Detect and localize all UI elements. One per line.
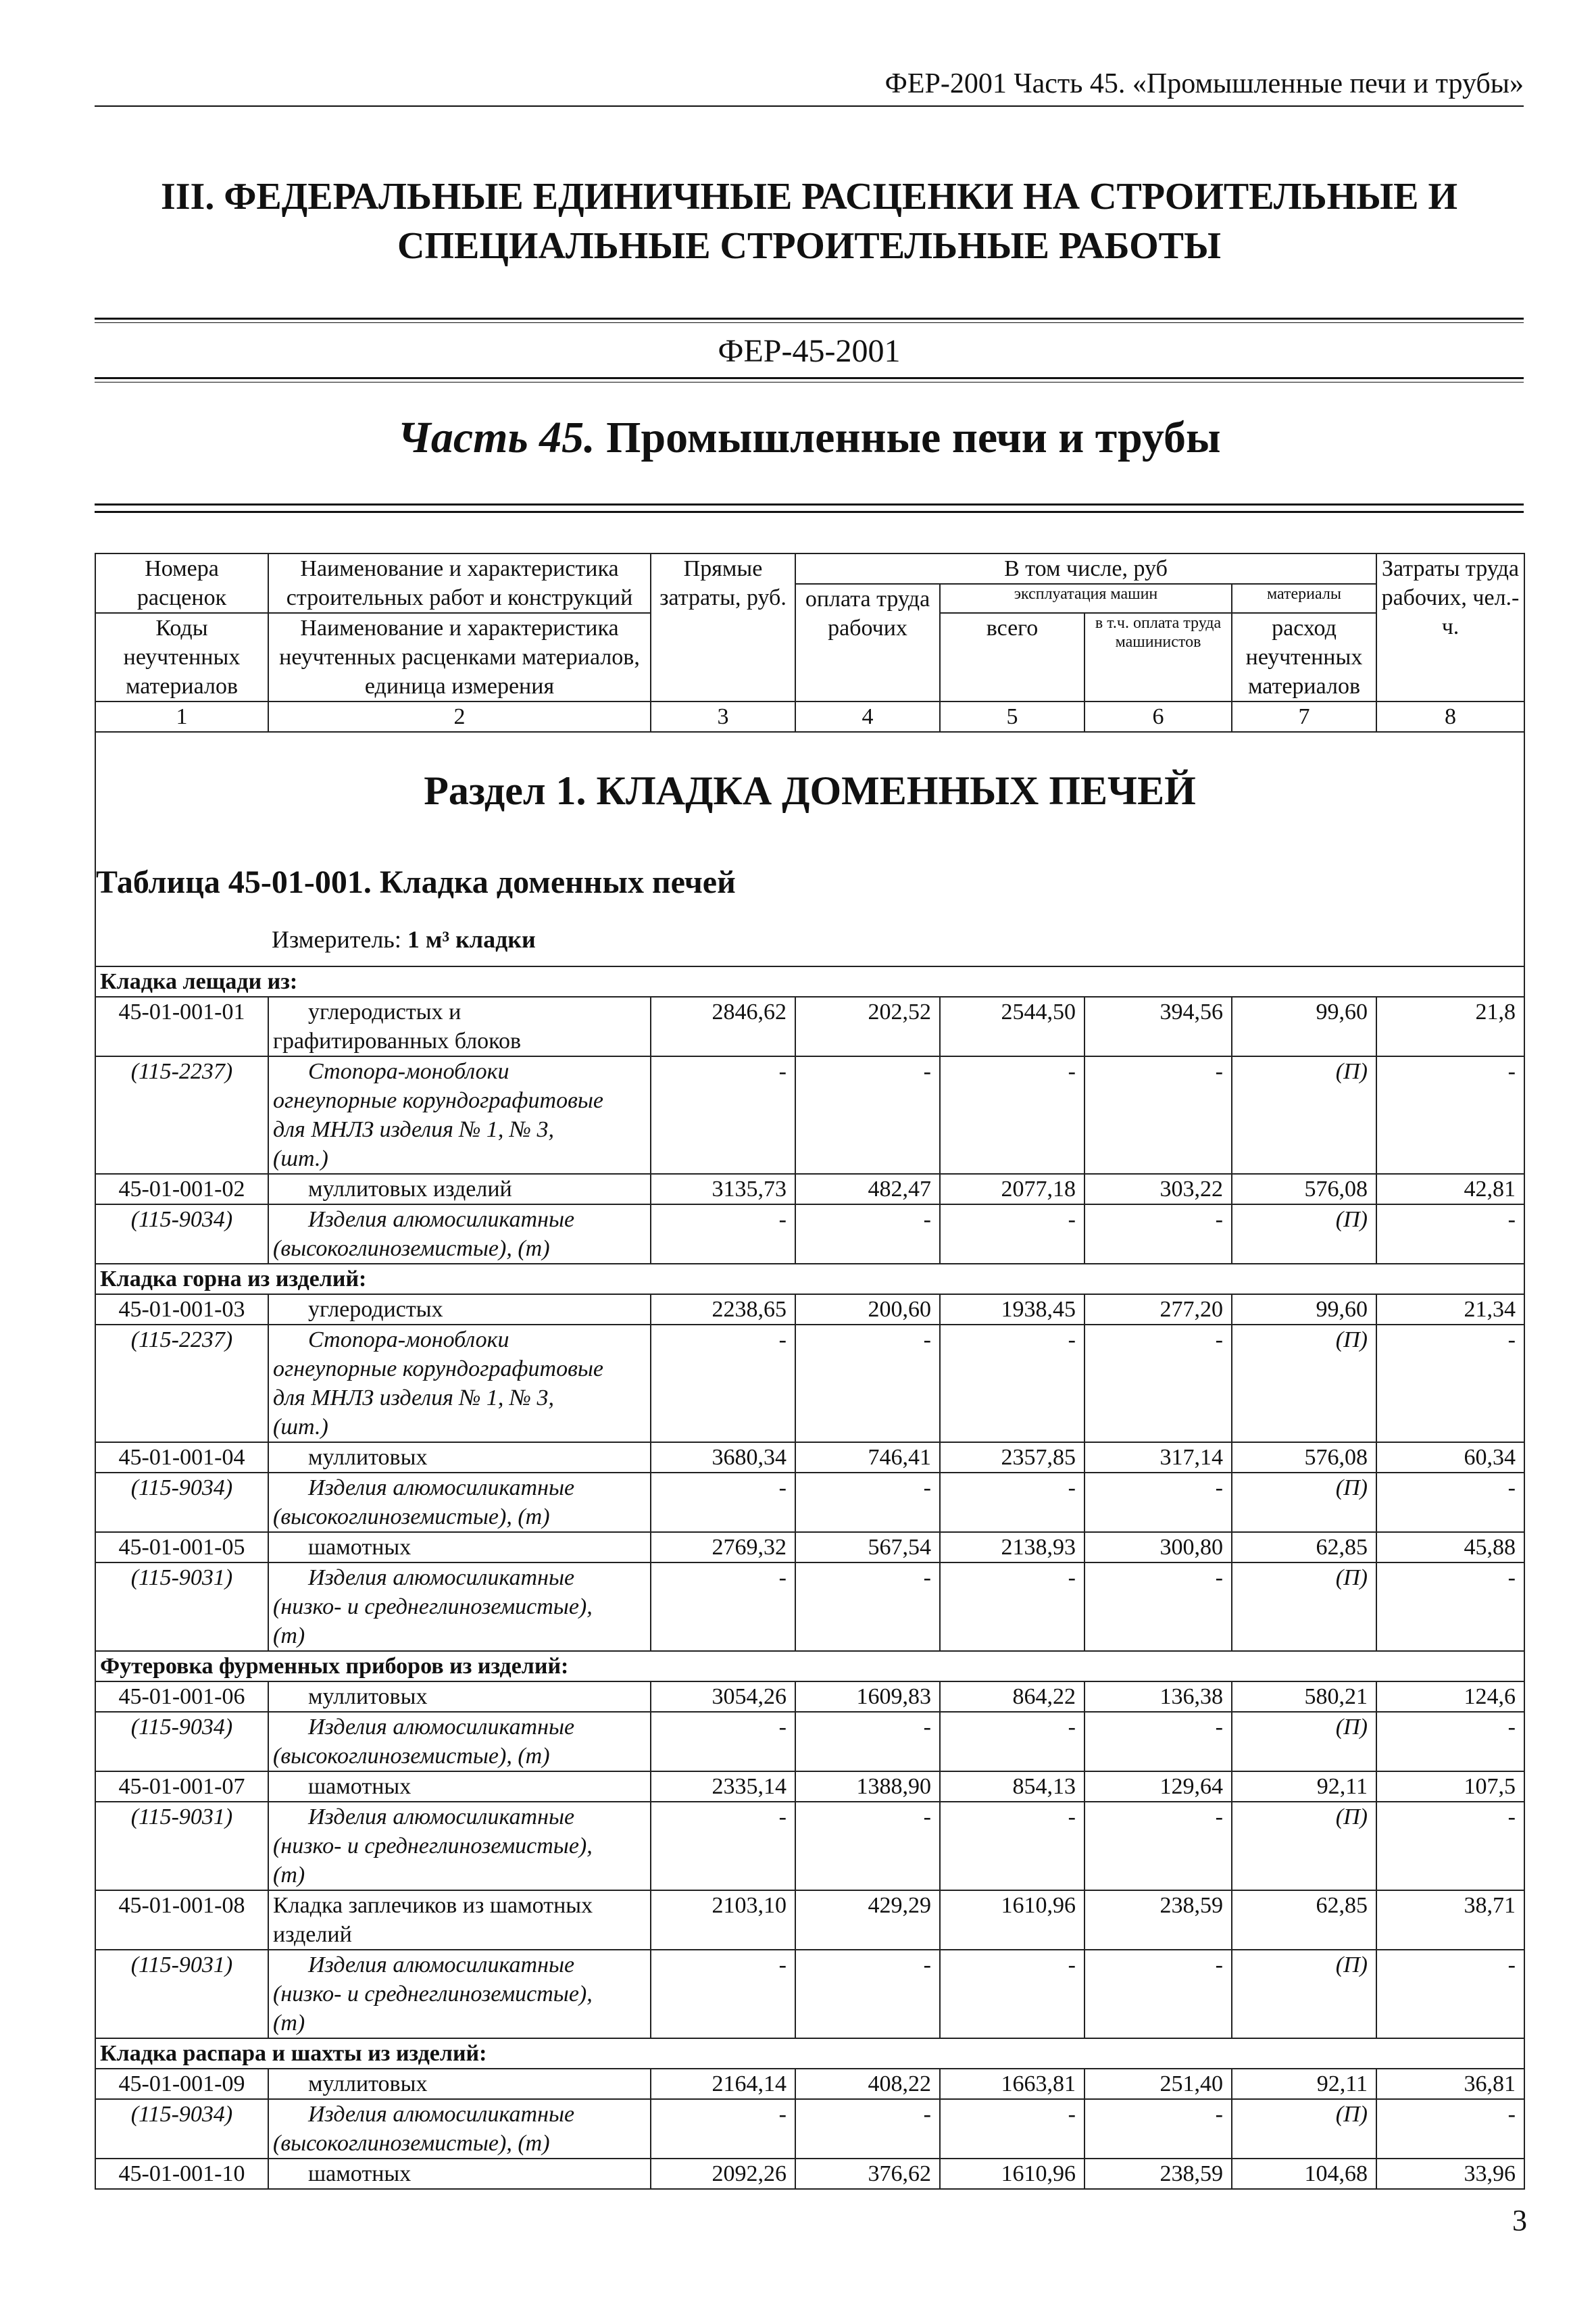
dash: - xyxy=(795,2099,940,2159)
machinist-pay: 303,22 xyxy=(1084,1174,1232,1204)
work-name: углеродистых xyxy=(268,1294,651,1325)
dash: - xyxy=(1084,1712,1232,1771)
rate-code: 45-01-001-03 xyxy=(95,1294,268,1325)
table-row-material xyxy=(95,1950,1524,2038)
rate-code: 45-01-001-09 xyxy=(95,2069,268,2099)
rate-code: 45-01-001-06 xyxy=(95,1681,268,1712)
dash: - xyxy=(1376,2099,1524,2159)
header-group-including: В том числе, руб xyxy=(795,553,1376,584)
column-number: 4 xyxy=(795,701,940,732)
column-number: 1 xyxy=(95,701,268,732)
header-col1-bottom: Коды неучтенных материалов xyxy=(95,613,268,701)
dash: - xyxy=(1376,1325,1524,1442)
measure-value: 1 м³ кладки xyxy=(407,926,536,953)
materials: 576,08 xyxy=(1232,1174,1376,1204)
materials: 104,68 xyxy=(1232,2159,1376,2189)
work-name: муллитовых xyxy=(268,1442,651,1473)
group-row xyxy=(95,966,1524,997)
dash: - xyxy=(795,1056,940,1174)
dash: - xyxy=(795,1473,940,1532)
group-title: Футеровка фурменных приборов из изделий: xyxy=(95,1651,1524,1681)
table-row xyxy=(95,1442,1524,1473)
material-code: (115-9031) xyxy=(95,1802,268,1890)
worker-pay: 200,60 xyxy=(795,1294,940,1325)
dash: - xyxy=(795,1325,940,1442)
dash: - xyxy=(940,1325,1084,1442)
material-type: (П) xyxy=(1232,1056,1376,1174)
direct-costs: 2092,26 xyxy=(651,2159,795,2189)
direct-costs: 2103,10 xyxy=(651,1890,795,1950)
dash: - xyxy=(940,2099,1084,2159)
machines-total: 2544,50 xyxy=(940,997,1084,1056)
dash: - xyxy=(1376,1204,1524,1264)
material-name: Стопора-моноблоки огнеупорные корундографитовые для МНЛЗ изделия № 1, № 3, (шт.) xyxy=(268,1325,651,1442)
labor-hours: 36,81 xyxy=(1376,2069,1524,2099)
labor-hours: 38,71 xyxy=(1376,1890,1524,1950)
dash: - xyxy=(940,1712,1084,1771)
dash: - xyxy=(1376,1802,1524,1890)
rate-code: 45-01-001-10 xyxy=(95,2159,268,2189)
column-number: 5 xyxy=(940,701,1084,732)
header-material-usage: расход неучтенных материалов xyxy=(1232,613,1376,701)
group-title: Кладка лещади из: xyxy=(95,966,1524,997)
machines-total: 2077,18 xyxy=(940,1174,1084,1204)
section-cell xyxy=(95,732,1524,966)
running-header xyxy=(95,68,1524,108)
column-number: 6 xyxy=(1084,701,1232,732)
labor-hours: 42,81 xyxy=(1376,1174,1524,1204)
work-name: шамотных xyxy=(268,1532,651,1562)
measure-label: Измеритель: xyxy=(272,926,401,953)
header-col2-bottom: Наименование и характеристика неучтенных расценками материалов, единица измерения xyxy=(268,613,651,701)
machinist-pay: 136,38 xyxy=(1084,1681,1232,1712)
machinist-pay: 317,14 xyxy=(1084,1442,1232,1473)
dash: - xyxy=(1376,1562,1524,1651)
header-worker-pay: оплата труда рабочих xyxy=(795,584,940,701)
work-name: шамотных xyxy=(268,1771,651,1802)
machinist-pay: 300,80 xyxy=(1084,1532,1232,1562)
table-row xyxy=(95,997,1524,1056)
material-type: (П) xyxy=(1232,1204,1376,1264)
materials: 62,85 xyxy=(1232,1532,1376,1562)
dash: - xyxy=(651,1325,795,1442)
labor-hours: 21,34 xyxy=(1376,1294,1524,1325)
direct-costs: 2846,62 xyxy=(651,997,795,1056)
rate-code: 45-01-001-01 xyxy=(95,997,268,1056)
direct-costs: 3135,73 xyxy=(651,1174,795,1204)
code-top-rule xyxy=(95,318,1524,323)
dash: - xyxy=(795,1950,940,2038)
rate-code: 45-01-001-04 xyxy=(95,1442,268,1473)
code-bottom-rule xyxy=(95,377,1524,383)
worker-pay: 1388,90 xyxy=(795,1771,940,1802)
group-row xyxy=(95,1264,1524,1294)
dash: - xyxy=(795,1562,940,1651)
materials: 99,60 xyxy=(1232,997,1376,1056)
dash: - xyxy=(651,1712,795,1771)
worker-pay: 429,29 xyxy=(795,1890,940,1950)
header-direct-costs: Прямые затраты, руб. xyxy=(651,553,795,701)
dash: - xyxy=(1084,1562,1232,1651)
material-code: (115-9031) xyxy=(95,1562,268,1651)
header-col2-top: Наименование и характеристика строительных работ и конструкций xyxy=(268,553,651,613)
dash: - xyxy=(1084,1950,1232,2038)
column-number: 2 xyxy=(268,701,651,732)
dash: - xyxy=(1376,1950,1524,2038)
dash: - xyxy=(1084,1325,1232,1442)
work-name: муллитовых xyxy=(268,2069,651,2099)
work-name: муллитовых xyxy=(268,1681,651,1712)
part-label: Часть 45. xyxy=(397,413,595,462)
work-name: углеродистых и графитированных блоков xyxy=(268,997,651,1056)
material-name: Изделия алюмосиликатные (высокоглиноземистые), (т) xyxy=(268,2099,651,2159)
machinist-pay: 129,64 xyxy=(1084,1771,1232,1802)
direct-costs: 3054,26 xyxy=(651,1681,795,1712)
material-code: (115-9034) xyxy=(95,2099,268,2159)
dash: - xyxy=(1376,1056,1524,1174)
materials: 99,60 xyxy=(1232,1294,1376,1325)
section-title: Раздел 1. КЛАДКА ДОМЕННЫХ ПЕЧЕЙ xyxy=(424,768,1196,813)
machines-total: 1610,96 xyxy=(940,1890,1084,1950)
material-code: (115-9034) xyxy=(95,1204,268,1264)
material-code: (115-9034) xyxy=(95,1712,268,1771)
section-row xyxy=(95,732,1524,966)
machines-total: 864,22 xyxy=(940,1681,1084,1712)
worker-pay: 376,62 xyxy=(795,2159,940,2189)
material-name: Изделия алюмосиликатные (высокоглиноземистые), (т) xyxy=(268,1204,651,1264)
group-title: Кладка горна из изделий: xyxy=(95,1264,1524,1294)
work-name: шамотных xyxy=(268,2159,651,2189)
dash: - xyxy=(651,2099,795,2159)
material-name: Изделия алюмосиликатные (низко- и среднеглиноземистые), (т) xyxy=(268,1950,651,2038)
dash: - xyxy=(795,1204,940,1264)
dash: - xyxy=(1376,1473,1524,1532)
material-code: (115-9031) xyxy=(95,1950,268,2038)
collection-code: ФЕР-45-2001 xyxy=(718,333,901,369)
labor-hours: 21,8 xyxy=(1376,997,1524,1056)
header-labor-hours: Затраты труда рабочих, чел.-ч. xyxy=(1376,553,1524,701)
dash: - xyxy=(940,1473,1084,1532)
column-number: 8 xyxy=(1376,701,1524,732)
header-materials: материалы xyxy=(1232,584,1376,613)
header-machinist-pay: в т.ч. оплата труда машинистов xyxy=(1084,613,1232,701)
main-title-line-1: III. ФЕДЕРАЛЬНЫЕ ЕДИНИЧНЫЕ РАСЦЕНКИ НА СТРОИТЕЛЬНЫЕ И xyxy=(160,176,1458,218)
dash: - xyxy=(1084,1802,1232,1890)
material-type: (П) xyxy=(1232,1950,1376,2038)
table-row-material xyxy=(95,1473,1524,1532)
table-row xyxy=(95,1890,1524,1950)
dash: - xyxy=(1084,1473,1232,1532)
header-col1-top: Номера расценок xyxy=(95,553,268,613)
dash: - xyxy=(651,1562,795,1651)
table-row-material xyxy=(95,1802,1524,1890)
machines-total: 1663,81 xyxy=(940,2069,1084,2099)
labor-hours: 60,34 xyxy=(1376,1442,1524,1473)
machinist-pay: 394,56 xyxy=(1084,997,1232,1056)
rate-code: 45-01-001-05 xyxy=(95,1532,268,1562)
group-row xyxy=(95,2038,1524,2069)
column-numbers-row xyxy=(95,701,1524,732)
labor-hours: 33,96 xyxy=(1376,2159,1524,2189)
dash: - xyxy=(651,1056,795,1174)
dash: - xyxy=(940,1802,1084,1890)
material-name: Изделия алюмосиликатные (высокоглиноземистые), (т) xyxy=(268,1473,651,1532)
column-number: 7 xyxy=(1232,701,1376,732)
dash: - xyxy=(651,1204,795,1264)
table-row xyxy=(95,1771,1524,1802)
measure-unit xyxy=(272,925,536,954)
table-row xyxy=(95,2069,1524,2099)
material-code: (115-2237) xyxy=(95,1325,268,1442)
group-row xyxy=(95,1651,1524,1681)
worker-pay: 1609,83 xyxy=(795,1681,940,1712)
material-name: Изделия алюмосиликатные (высокоглиноземистые), (т) xyxy=(268,1712,651,1771)
dash: - xyxy=(940,1950,1084,2038)
table-row xyxy=(95,1294,1524,1325)
column-number: 3 xyxy=(651,701,795,732)
rate-code: 45-01-001-08 xyxy=(95,1890,268,1950)
dash: - xyxy=(651,1802,795,1890)
machinist-pay: 238,59 xyxy=(1084,2159,1232,2189)
dash: - xyxy=(940,1204,1084,1264)
work-name: муллитовых изделий xyxy=(268,1174,651,1204)
material-type: (П) xyxy=(1232,1325,1376,1442)
dash: - xyxy=(795,1802,940,1890)
running-header-text: ФЕР-2001 Часть 45. «Промышленные печи и трубы» xyxy=(884,68,1524,99)
table-row xyxy=(95,1174,1524,1204)
machinist-pay: 238,59 xyxy=(1084,1890,1232,1950)
rate-code: 45-01-001-07 xyxy=(95,1771,268,1802)
dash: - xyxy=(1376,1712,1524,1771)
material-code: (115-9034) xyxy=(95,1473,268,1532)
machinist-pay: 251,40 xyxy=(1084,2069,1232,2099)
direct-costs: 2335,14 xyxy=(651,1771,795,1802)
dash: - xyxy=(795,1712,940,1771)
table-title: Таблица 45-01-001. Кладка доменных печей xyxy=(96,864,736,900)
machines-total: 2357,85 xyxy=(940,1442,1084,1473)
group-title: Кладка распара и шахты из изделий: xyxy=(95,2038,1524,2069)
table-row xyxy=(95,2159,1524,2189)
table-row-material xyxy=(95,1562,1524,1651)
part-title-rule xyxy=(95,503,1524,513)
machines-total: 1938,45 xyxy=(940,1294,1084,1325)
labor-hours: 107,5 xyxy=(1376,1771,1524,1802)
material-type: (П) xyxy=(1232,1712,1376,1771)
machinist-pay: 277,20 xyxy=(1084,1294,1232,1325)
direct-costs: 2164,14 xyxy=(651,2069,795,2099)
worker-pay: 746,41 xyxy=(795,1442,940,1473)
main-title xyxy=(95,172,1524,271)
machines-total: 854,13 xyxy=(940,1771,1084,1802)
labor-hours: 124,6 xyxy=(1376,1681,1524,1712)
material-type: (П) xyxy=(1232,1802,1376,1890)
header-machines: эксплуатация машин xyxy=(940,584,1232,613)
work-name: Кладка заплечиков из шамотных изделий xyxy=(268,1890,651,1950)
material-name: Стопора-моноблоки огнеупорные корундографитовые для МНЛЗ изделия № 1, № 3, (шт.) xyxy=(268,1056,651,1174)
dash: - xyxy=(651,1950,795,2038)
material-type: (П) xyxy=(1232,2099,1376,2159)
direct-costs: 2238,65 xyxy=(651,1294,795,1325)
worker-pay: 202,52 xyxy=(795,997,940,1056)
table-row-material xyxy=(95,2099,1524,2159)
rate-code: 45-01-001-02 xyxy=(95,1174,268,1204)
materials: 92,11 xyxy=(1232,2069,1376,2099)
table-row xyxy=(95,1681,1524,1712)
dash: - xyxy=(940,1562,1084,1651)
header-row xyxy=(95,553,1524,584)
collection-code-block xyxy=(95,318,1524,385)
dash: - xyxy=(1084,1056,1232,1174)
material-code: (115-2237) xyxy=(95,1056,268,1174)
material-type: (П) xyxy=(1232,1473,1376,1532)
header-machines-total: всего xyxy=(940,613,1084,701)
labor-hours: 45,88 xyxy=(1376,1532,1524,1562)
part-title xyxy=(95,412,1524,464)
worker-pay: 408,22 xyxy=(795,2069,940,2099)
direct-costs: 2769,32 xyxy=(651,1532,795,1562)
material-type: (П) xyxy=(1232,1562,1376,1651)
dash: - xyxy=(940,1056,1084,1174)
table-row-material xyxy=(95,1204,1524,1264)
table-row-material xyxy=(95,1056,1524,1174)
materials: 62,85 xyxy=(1232,1890,1376,1950)
material-name: Изделия алюмосиликатные (низко- и среднеглиноземистые), (т) xyxy=(268,1562,651,1651)
worker-pay: 482,47 xyxy=(795,1174,940,1204)
page-number: 3 xyxy=(1512,2204,1527,2237)
header-rule xyxy=(95,105,1524,107)
main-title-line-2: СПЕЦИАЛЬНЫЕ СТРОИТЕЛЬНЫЕ РАБОТЫ xyxy=(397,224,1221,267)
rates-table xyxy=(95,553,1525,2190)
table-row-material xyxy=(95,1325,1524,1442)
machines-total: 2138,93 xyxy=(940,1532,1084,1562)
material-name: Изделия алюмосиликатные (низко- и среднеглиноземистые), (т) xyxy=(268,1802,651,1890)
dash: - xyxy=(1084,1204,1232,1264)
dash: - xyxy=(651,1473,795,1532)
direct-costs: 3680,34 xyxy=(651,1442,795,1473)
machines-total: 1610,96 xyxy=(940,2159,1084,2189)
table-row-material xyxy=(95,1712,1524,1771)
dash: - xyxy=(1084,2099,1232,2159)
materials: 580,21 xyxy=(1232,1681,1376,1712)
table-row xyxy=(95,1532,1524,1562)
worker-pay: 567,54 xyxy=(795,1532,940,1562)
materials: 92,11 xyxy=(1232,1771,1376,1802)
part-name: Промышленные печи и трубы xyxy=(606,413,1221,462)
materials: 576,08 xyxy=(1232,1442,1376,1473)
